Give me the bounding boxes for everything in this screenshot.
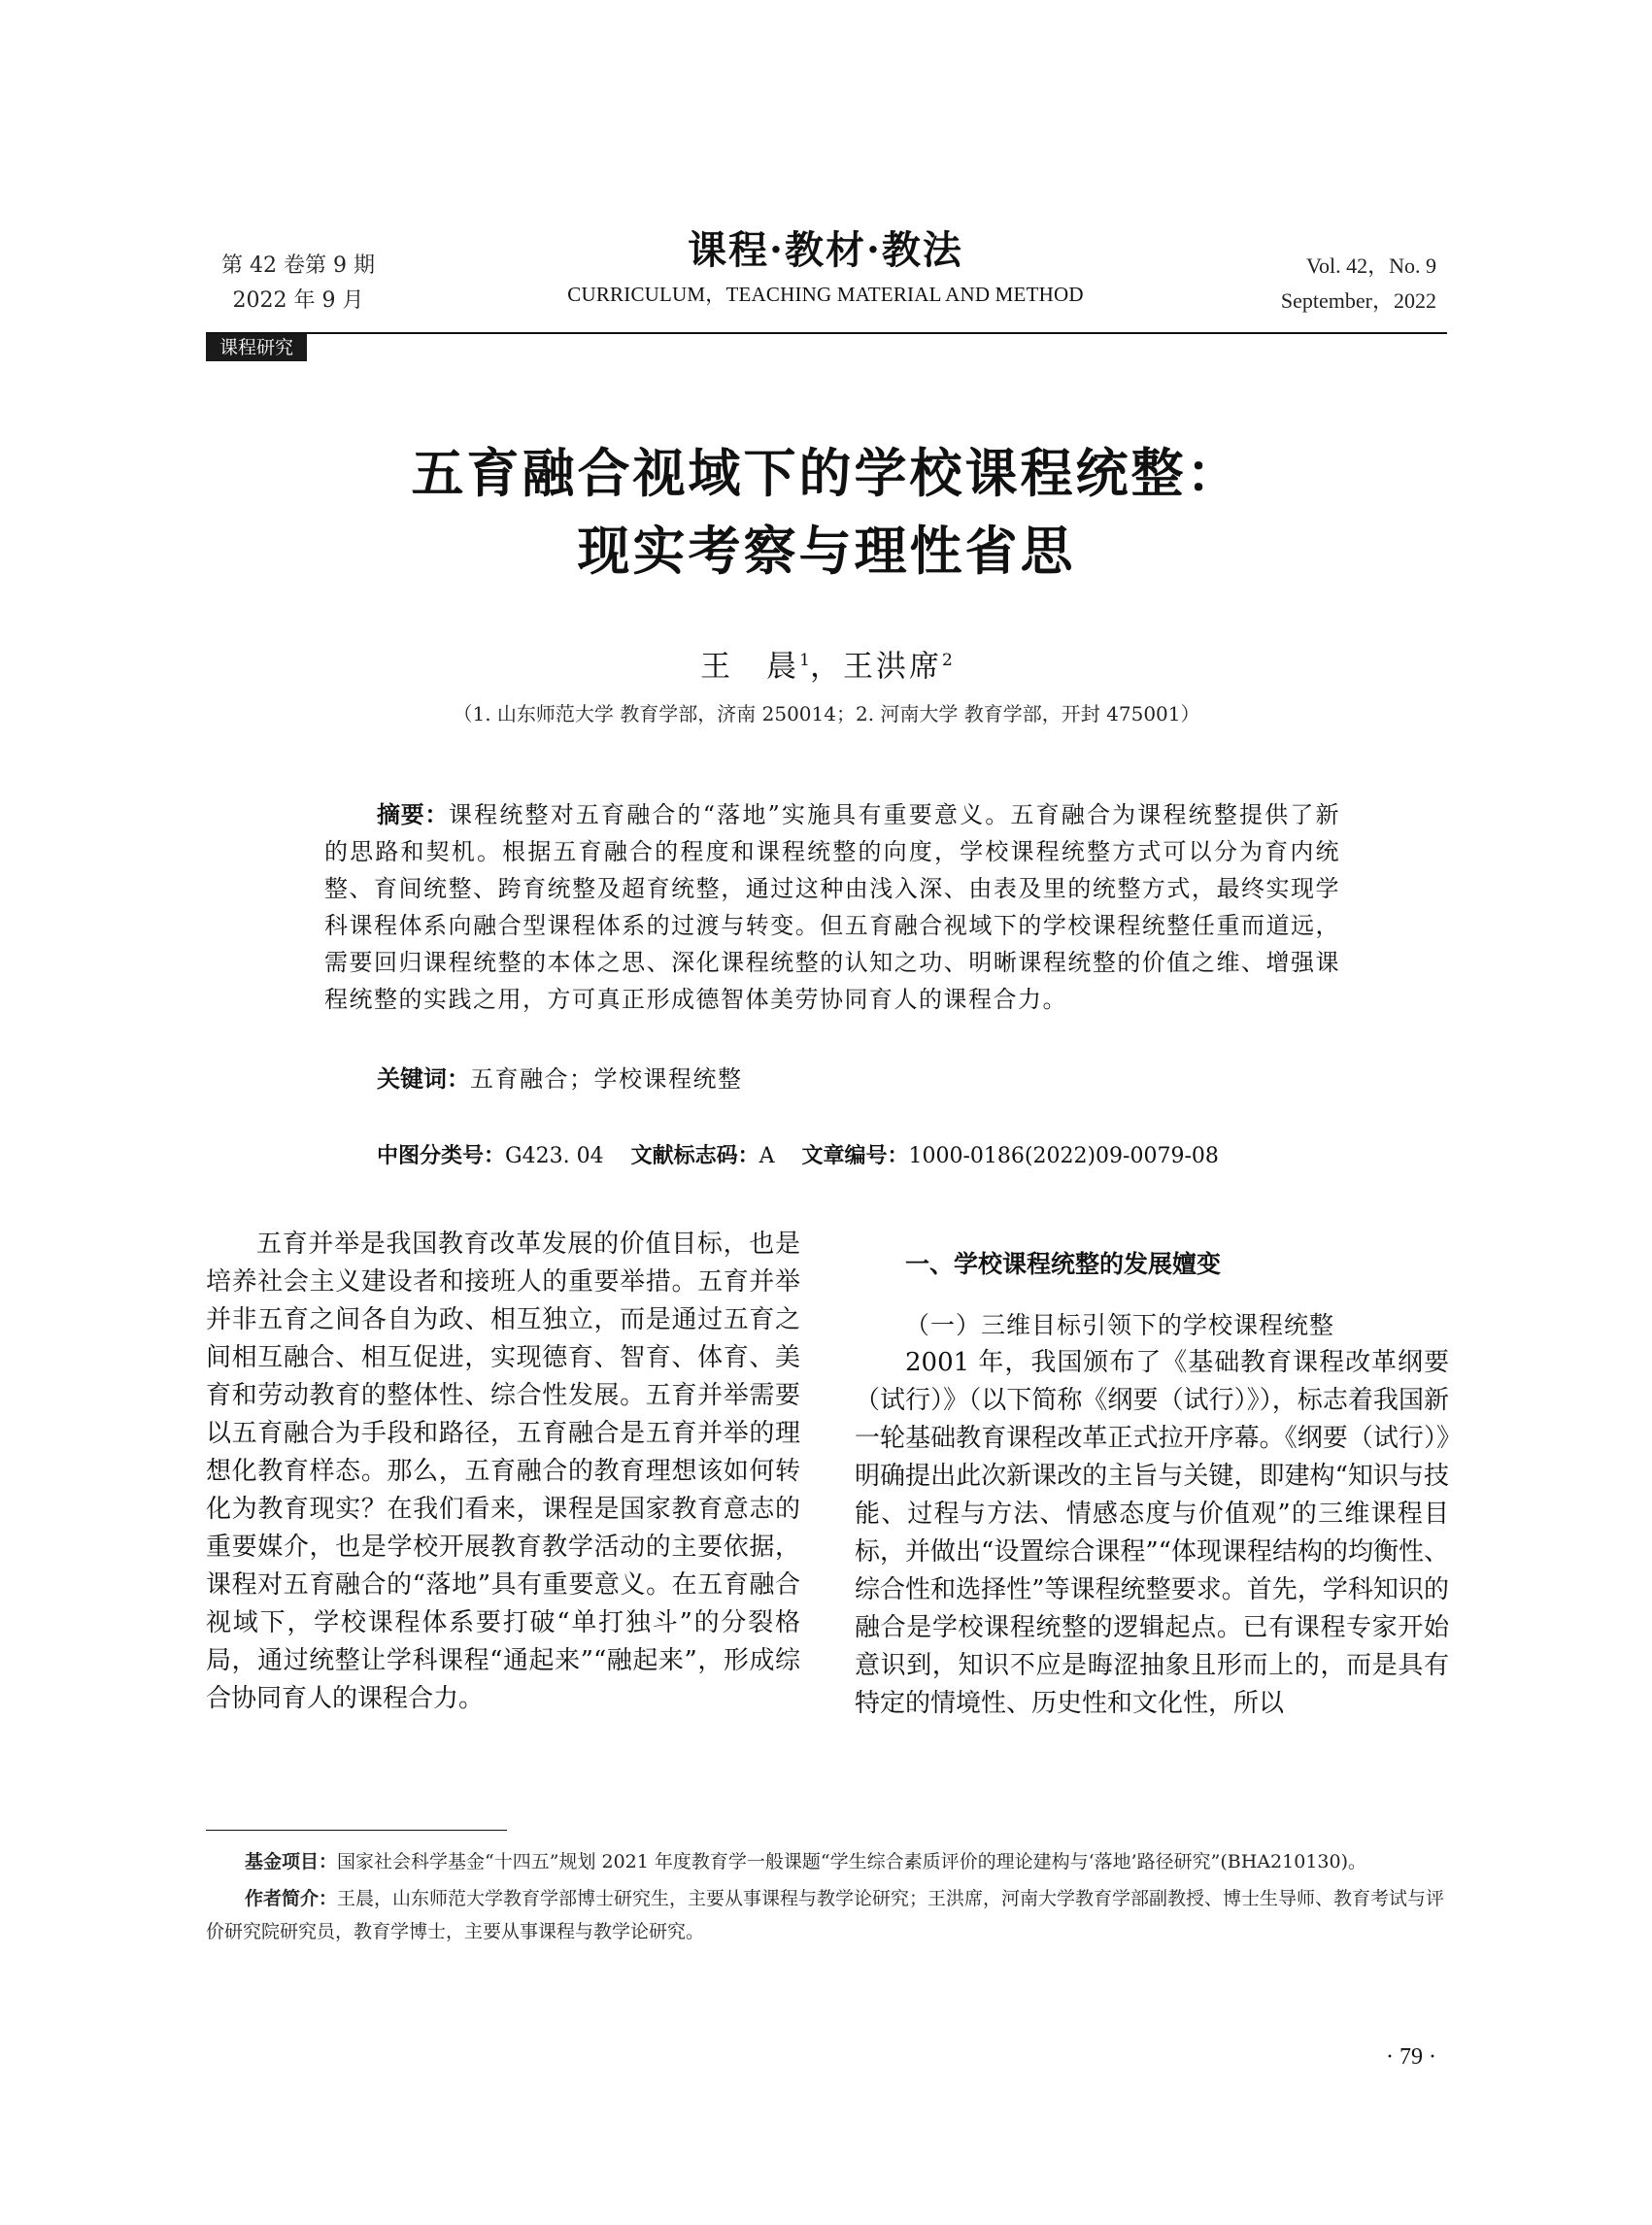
footnotes — [206, 1845, 1447, 1952]
header-issue-en — [1281, 249, 1436, 319]
date-cn: 2022 年 9 月 — [232, 288, 364, 313]
author-bio-note — [206, 1882, 1447, 1948]
classification-line — [377, 1138, 1219, 1175]
author-1-name: 王 晨 — [700, 649, 800, 685]
author-1-affil-mark: 1 — [799, 651, 810, 670]
volume-issue-en: Vol. 42，No. 9 — [1305, 253, 1436, 278]
author-2-affil-mark: 2 — [942, 651, 953, 670]
clc-value: G423. 04 — [505, 1144, 604, 1168]
title-line-2: 现实考察与理性省思 — [577, 521, 1076, 582]
section-1-heading: 一、学校课程统整的发展嬗变 — [905, 1250, 1222, 1278]
page-number: · 79 · — [1386, 2044, 1436, 2070]
date-en: September，2022 — [1280, 288, 1436, 313]
section-tag: 课程研究 — [206, 334, 307, 361]
section-1-paragraph: 2001 年，我国颁布了《基础教育课程改革纲要（试行）》（以下简称《纲要（试行）》），标志着我国新一轮基础教育课程改革正式拉开序幕。《纲要（试行）》明确提出此次新课改的主旨与关键，即建构“知识与技能、过程与方法、情感态度与价值观”的三维课程目标，并做出“设置综合课程”“体现课程结构的均衡性、综合性和选择性”等课程统整要求。首先，学科知识的融合是学校课程统整的逻辑起点。已有课程专家开始意识到，知识不应是晦涩抽象且形而上的，而是具有特定的情境性、历史性和文化性，所以 — [855, 1348, 1449, 1718]
author-bio-text: 王晨，山东师范大学教育学部博士研究生，主要从事课程与教学论研究；王洪席，河南大学教育学部副教授、博士生导师、教育考试与评价研究院研究员，教育学博士，主要从事课程与教学论研究。 — [206, 1888, 1445, 1942]
affiliations: （1. 山东师范大学 教育学部，济南 250014；2. 河南大学 教育学部，开封 475001） — [453, 702, 1200, 725]
intro-paragraph: 五育并举是我国教育改革发展的价值目标，也是培养社会主义建设者和接班人的重要举措。五育并举并非五育之间各自为政、相互独立，而是通过五育之间相互融合、相互促进，实现德育、智育、体育、美育和劳动教育的整体性、综合性发展。五育并举需要以五育融合为手段和路径，五育融合是五育并举的理想化教育样态。那么，五育融合的教育理想该如何转化为教育现实？在我们看来，课程是国家教育意志的重要媒介，也是学校开展教育教学活动的主要依据，课程对五育融合的“落地”具有重要意义。在五育融合视域下，学校课程体系要打破“单打独斗”的分裂格局，通过统整让学科课程“通起来”“融起来”，形成综合协同育人的课程合力。 — [206, 1230, 800, 1713]
abstract-text: 课程统整对五育融合的“落地”实施具有重要意义。五育融合为课程统整提供了新的思路和契机。根据五育融合的程度和课程统整的向度，学校课程统整方式可以分为育内统整、育间统整、跨育统整及超育统整，通过这种由浅入深、由表及里的统整方式，最终实现学科课程体系向融合型课程体系的过渡与转变。但五育融合视域下的学校课程统整任重而道远，需要回归课程统整的本体之思、深化课程统整的认知之功、明晰课程统整的价值之维、增强课程统整的实践之用，方可真正形成德智体美劳协同育人的课程合力。 — [324, 801, 1340, 1013]
title-line-1: 五育融合视域下的学校课程统整： — [411, 443, 1242, 504]
keywords-text: 五育融合；学校课程统整 — [470, 1065, 743, 1093]
author-2-name: 王洪席 — [843, 649, 942, 685]
body-column-right — [855, 1226, 1449, 1723]
article-no-label: 文章编号： — [801, 1144, 909, 1168]
subsection-1-heading: （一）三维目标引领下的学校课程统整 — [905, 1311, 1335, 1339]
footnote-rule — [206, 1830, 507, 1831]
author-separator: ， — [810, 649, 843, 685]
abstract — [324, 796, 1340, 1018]
author-line — [206, 639, 1447, 688]
abstract-label: 摘要： — [377, 801, 450, 828]
fund-note — [206, 1845, 1447, 1878]
doc-code-label: 文献标志码： — [630, 1144, 759, 1168]
journal-title-cn: 课程·教材·教法 — [688, 227, 963, 273]
header-issue-cn — [206, 249, 390, 319]
article-title — [206, 435, 1447, 590]
author-bio-label: 作者简介： — [245, 1888, 338, 1909]
fund-label: 基金项目： — [245, 1851, 338, 1872]
volume-issue-cn: 第 42 卷第 9 期 — [221, 253, 375, 278]
header-rule — [206, 332, 1447, 334]
body-column-left — [206, 1226, 800, 1718]
clc-label: 中图分类号： — [377, 1144, 506, 1168]
article-no-value: 1000-0186(2022)09-0079-08 — [908, 1144, 1219, 1168]
journal-masthead — [486, 225, 1165, 309]
journal-title-en: CURRICULUM，TEACHING MATERIAL AND METHOD — [567, 283, 1084, 306]
keywords — [377, 1061, 743, 1097]
fund-text: 国家社会科学基金“十四五”规划 2021 年度教育学一般课题“学生综合素质评价的理论建构与‘落地’路径研究”(BHA210130)。 — [337, 1851, 1366, 1872]
keywords-label: 关键词： — [377, 1065, 470, 1093]
doc-code-value: A — [759, 1144, 775, 1168]
